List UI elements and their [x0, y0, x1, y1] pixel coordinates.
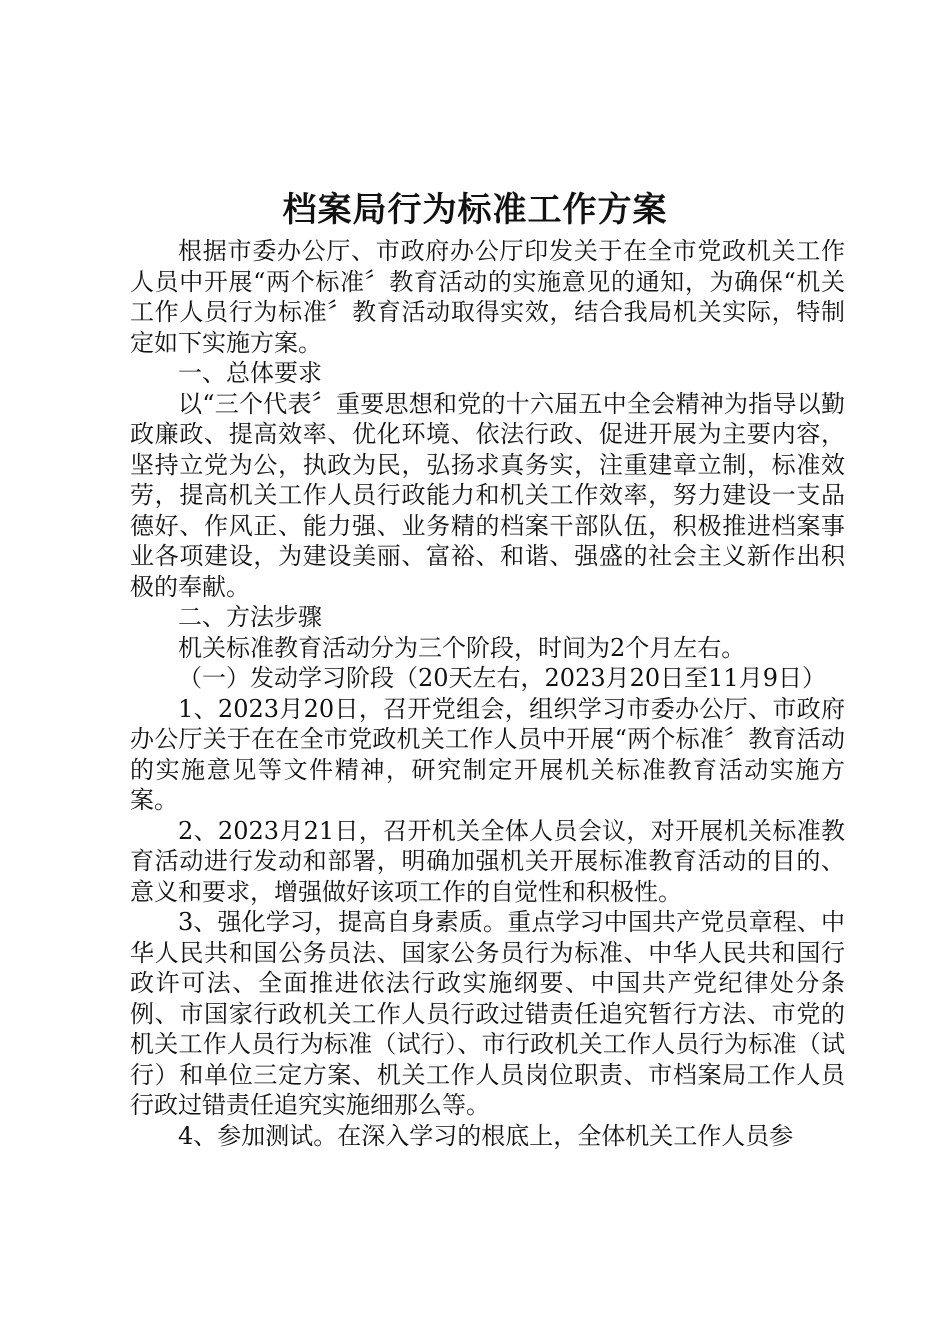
document-body — [130, 236, 845, 1151]
section-heading-general-requirements: 一、总体要求 — [178, 359, 322, 387]
methods-steps-paragraph: 机关标准教育活动分为三个阶段，时间为2个月左右。 — [178, 633, 746, 662]
step-3-paragraph: 3、强化学习，提高自身素质。重点学习中国共产党员章程、中华人民共和国公务员法、国家公务员行为标准、中华人民共和国行政许可法、全面推进依法行政实施纲要、中国共产党纪律处分条例、市国家行政机关工作人员行政过错责任追究暂行方法、市党的机关工作人员行为标准（试行）、市行政机关工作人员行为标准（试行）和单位三定方案、机关工作人员岗位职责、市档案局工作人员行政过错责任追究实施细那么等。 — [130, 908, 845, 1119]
general-requirements-paragraph: 以“三个代表〞重要思想和党的十六届五中全会精神为指导以勤政廉政、提高效率、优化环境、依法行政、促进开展为主要内容，坚持立党为公，执政为民，弘扬求真务实，注重建章立制，标准效劳，提高机关工作人员行政能力和机关工作效率，努力建设一支品德好、作风正、能力强、业务精的档案干部队伍，积极推进档案事业各项建设，为建设美丽、富裕、和谐、强盛的社会主义新作出积极的奉献。 — [130, 389, 845, 601]
document-title: 档案局行为标准工作方案 — [282, 190, 668, 230]
step-1-paragraph: 1、2023月20日，召开党组会，组织学习市委办公厅、市政府办公厅关于在在全市党政机关工作人员中开展“两个标准〞教育活动的实施意见等文件精神，研究制定开展机关标准教育活动实施方案。 — [130, 694, 845, 814]
step-4-paragraph: 4、参加测试。在深入学习的根底上，全体机关工作人员参 — [178, 1121, 794, 1150]
intro-paragraph: 根据市委办公厅、市政府办公厅印发关于在全市党政机关工作人员中开展“两个标准〞教育活动的实施意见的通知，为确保“机关工作人员行为标准〞教育活动取得实效，结合我局机关实际，特制定如下实施方案。 — [130, 237, 845, 357]
section-heading-methods-steps: 二、方法步骤 — [178, 603, 322, 631]
step-2-paragraph: 2、2023月21日，召开机关全体人员会议，对开展机关标准教育活动进行发动和部署，明确加强机关开展标准教育活动的目的、意义和要求，增强做好该项工作的自觉性和积极性。 — [130, 816, 845, 906]
phase-one-heading: （一）发动学习阶段（20天左右，2023月20日至11月9日） — [178, 664, 826, 692]
